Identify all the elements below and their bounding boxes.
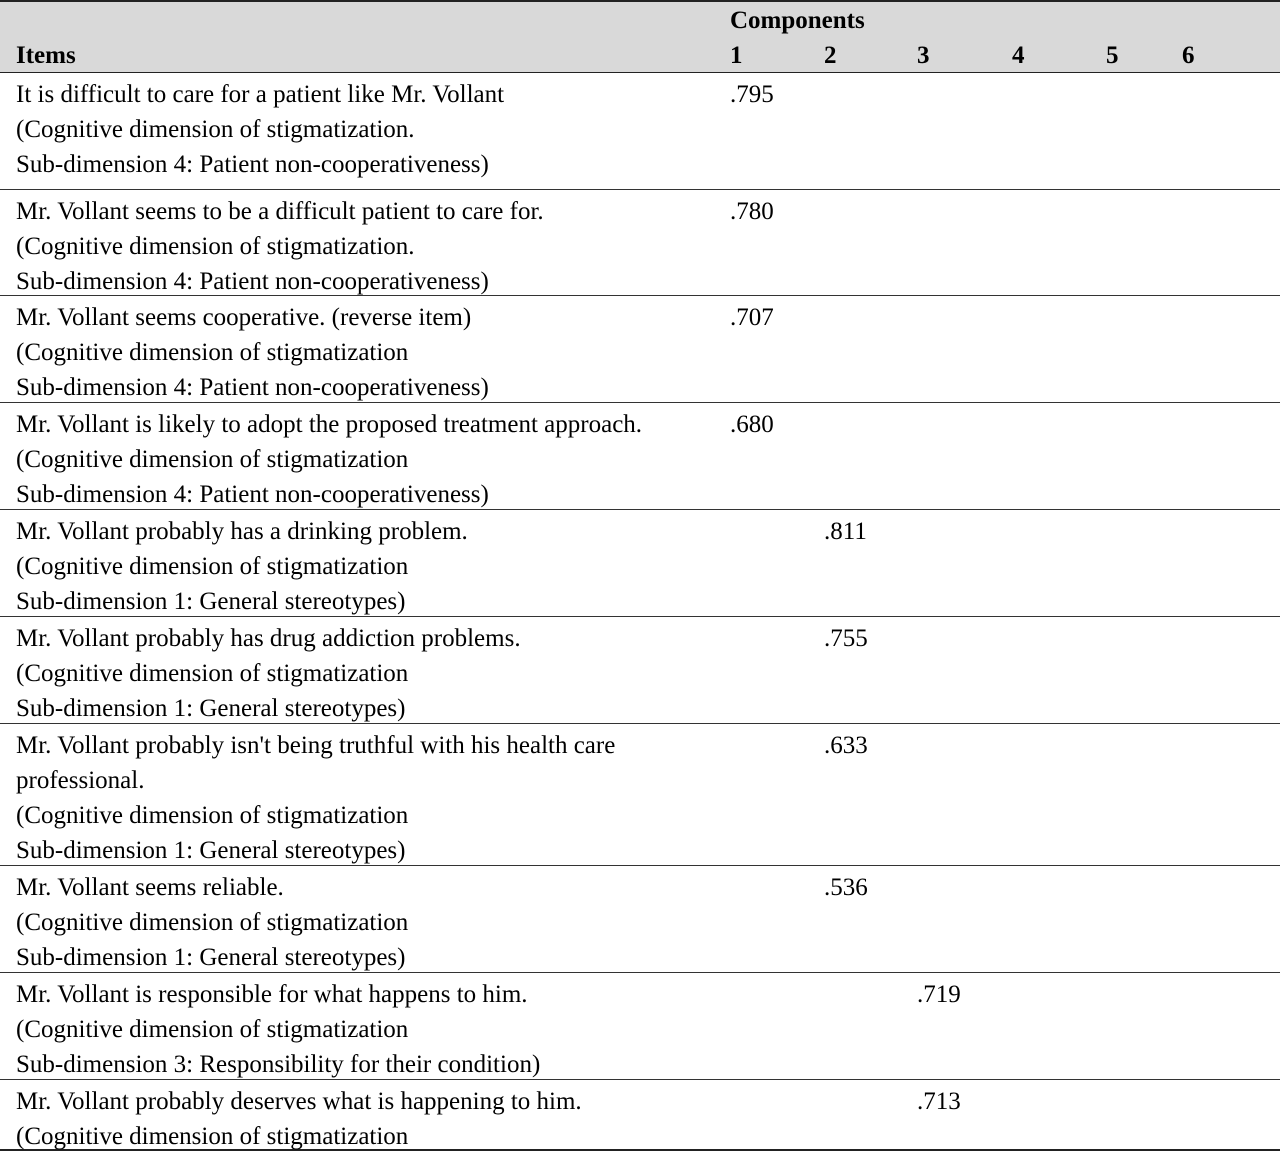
item-text-line: Mr. Vollant probably isn't being truthful with his health care bbox=[16, 732, 616, 759]
table-body bbox=[0, 73, 1280, 1151]
item-text bbox=[16, 514, 468, 619]
item-text-line: (Cognitive dimension of stigmatization bbox=[16, 660, 409, 687]
loading-value: .633 bbox=[824, 732, 868, 759]
item-text bbox=[16, 621, 521, 726]
item-text-line: (Cognitive dimension of stigmatization bbox=[16, 1016, 409, 1043]
item-text-line: Sub-dimension 4: Patient non-cooperativeness) bbox=[16, 374, 489, 401]
item-text-line: Mr. Vollant seems to be a difficult patient to care for. bbox=[16, 198, 544, 225]
item-text bbox=[16, 194, 544, 299]
item-text-line: (Cognitive dimension of stigmatization. bbox=[16, 233, 415, 260]
item-text-line: Sub-dimension 1: General stereotypes) bbox=[16, 588, 406, 615]
item-text-line: Mr. Vollant seems cooperative. (reverse item) bbox=[16, 304, 472, 331]
item-text-line: Sub-dimension 3: Responsibility for their condition) bbox=[16, 1051, 541, 1078]
item-text-line: Mr. Vollant probably has a drinking problem. bbox=[16, 518, 468, 545]
item-text-line: Mr. Vollant seems reliable. bbox=[16, 874, 284, 901]
loading-value: .811 bbox=[824, 518, 867, 545]
table-row bbox=[0, 617, 1280, 724]
table-row bbox=[0, 510, 1280, 617]
item-text bbox=[16, 977, 540, 1082]
item-text-line: Mr. Vollant probably deserves what is happening to him. bbox=[16, 1088, 582, 1115]
loading-value: .719 bbox=[917, 981, 961, 1008]
component-number-5: 5 bbox=[1106, 42, 1119, 69]
item-text-line: Sub-dimension 4: Patient non-cooperativeness) bbox=[16, 151, 489, 178]
loading-value: .713 bbox=[917, 1088, 961, 1115]
table-row bbox=[0, 296, 1280, 403]
component-number-2: 2 bbox=[824, 42, 837, 69]
loading-value: .780 bbox=[730, 198, 774, 225]
table-row bbox=[0, 190, 1280, 296]
item-text bbox=[16, 77, 504, 182]
item-text-line: (Cognitive dimension of stigmatization bbox=[16, 446, 409, 473]
items-heading: Items bbox=[16, 42, 76, 69]
loading-value: .707 bbox=[730, 304, 774, 331]
item-text bbox=[16, 728, 615, 868]
loading-value: .755 bbox=[824, 625, 868, 652]
item-text-line: Sub-dimension 4: Patient non-cooperativeness) bbox=[16, 481, 489, 508]
table-row bbox=[0, 973, 1280, 1080]
component-number-6: 6 bbox=[1182, 42, 1195, 69]
item-text-line: (Cognitive dimension of stigmatization bbox=[16, 802, 409, 829]
item-text-line: Sub-dimension 1: General stereotypes) bbox=[16, 695, 406, 722]
item-text-line: Sub-dimension 4: Patient non-cooperativeness) bbox=[16, 268, 489, 295]
item-text-line: Sub-dimension 1: General stereotypes) bbox=[16, 944, 406, 971]
item-text bbox=[16, 407, 642, 512]
item-text bbox=[16, 300, 489, 405]
table-row bbox=[0, 724, 1280, 866]
components-heading: Components bbox=[730, 7, 865, 34]
loading-value: .680 bbox=[730, 411, 774, 438]
item-text-line: (Cognitive dimension of stigmatization bbox=[16, 553, 409, 580]
table-row bbox=[0, 1080, 1280, 1151]
table-row bbox=[0, 73, 1280, 190]
table-header bbox=[0, 0, 1280, 73]
item-text-line: Sub-dimension 1: General stereotypes) bbox=[16, 837, 406, 864]
component-number-1: 1 bbox=[730, 42, 743, 69]
item-text bbox=[16, 870, 408, 975]
table-row bbox=[0, 866, 1280, 973]
item-text-line: (Cognitive dimension of stigmatization bbox=[16, 1123, 409, 1150]
loading-value: .536 bbox=[824, 874, 868, 901]
loading-value: .795 bbox=[730, 81, 774, 108]
item-text-line: Mr. Vollant probably has drug addiction problems. bbox=[16, 625, 521, 652]
item-text-line: It is difficult to care for a patient like Mr. Vollant bbox=[16, 81, 505, 108]
item-text-line: (Cognitive dimension of stigmatization bbox=[16, 909, 409, 936]
item-text-line: (Cognitive dimension of stigmatization bbox=[16, 339, 409, 366]
item-text-line: professional. bbox=[16, 767, 145, 794]
component-number-3: 3 bbox=[917, 42, 930, 69]
item-text bbox=[16, 1084, 582, 1154]
item-text-line: (Cognitive dimension of stigmatization. bbox=[16, 116, 415, 143]
table-row bbox=[0, 403, 1280, 510]
item-text-line: Mr. Vollant is likely to adopt the proposed treatment approach. bbox=[16, 411, 643, 438]
item-text-line: Mr. Vollant is responsible for what happens to him. bbox=[16, 981, 528, 1008]
component-number-4: 4 bbox=[1012, 42, 1025, 69]
